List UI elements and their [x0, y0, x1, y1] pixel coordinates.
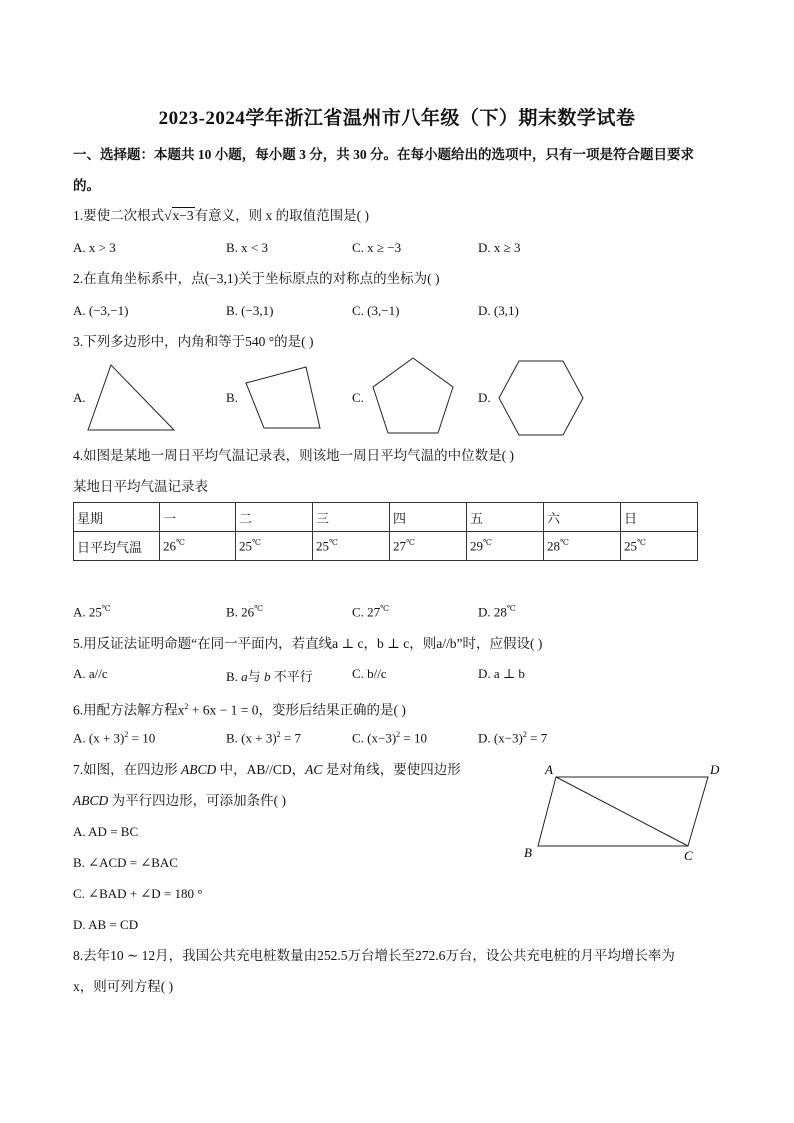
question-5-stem: 5.用反证法证明命题“在同一平面内，若直线a ⊥ c，b ⊥ c，则a//b”时，应假设( ) [73, 636, 543, 651]
temp-cell: 29℃ [467, 532, 544, 561]
radical-sign: √ [164, 208, 172, 223]
vertex-label-b: B [524, 845, 532, 860]
question-3-stem: 3.下列多边形中，内角和等于540 °的是( ) [73, 334, 314, 349]
vertex-label-d: D [710, 762, 720, 777]
q5-option-d[interactable]: D. a ⊥ b [478, 666, 525, 681]
q4-option-b[interactable]: B. 26℃ [226, 604, 264, 620]
temp-cell: 28℃ [544, 532, 621, 561]
question-8-stem-line2: x，则可列方程( ) [73, 979, 174, 994]
table-header-cell: 五 [467, 503, 544, 532]
temp-cell: 25℃ [236, 532, 313, 561]
q3-option-d-label[interactable]: D. [478, 390, 491, 405]
q7-option-c[interactable]: C. ∠BAD + ∠D = 180 ° [73, 886, 203, 901]
q6-option-a[interactable]: A. $(x + 3)^2 = 10$ [73, 730, 156, 746]
table-header-cell: 三 [313, 503, 390, 532]
q3-option-b-label[interactable]: B. [226, 390, 238, 405]
q7-option-a[interactable]: A. AD = BC [73, 824, 139, 839]
temp-cell: 26℃ [160, 532, 236, 561]
q1-option-d[interactable]: D. x ≥ 3 [478, 240, 521, 255]
q5-option-c[interactable]: C. b//c [352, 666, 387, 681]
section-heading-line1: 一、选择题：本题共 10 小题，每小题 3 分，共 30 分。在每小题给出的选项中，只有一项是符合题目要求 [73, 147, 694, 162]
row-label: 日平均气温 [74, 532, 160, 561]
question-7-stem-line1: 7.如图，在四边形 ABCD 中，AB//CD，AC 是对角线，要使四边形 [73, 762, 461, 777]
table-header-cell: 星期 [74, 503, 160, 532]
table-header-cell: 一 [160, 503, 236, 532]
q4-option-d[interactable]: D. 28℃ [478, 604, 516, 620]
temp-cell: 25℃ [621, 532, 698, 561]
question-7-stem-line2: ABCD 为平行四边形，可添加条件( ) [73, 793, 286, 808]
question-4-stem: 4.如图是某地一周日平均气温记录表，则该地一周日平均气温的中位数是( ) [73, 448, 514, 463]
q7-option-b[interactable]: B. ∠ACD = ∠BAC [73, 855, 178, 870]
table-header-cell: 日 [621, 503, 698, 532]
table-caption: 某地日平均气温记录表 [73, 479, 208, 494]
q2-option-c[interactable]: C. (3,−1) [352, 303, 400, 318]
temp-cell: 25℃ [313, 532, 390, 561]
q2-option-a[interactable]: A. (−3,−1) [73, 303, 129, 318]
q3-option-a-label[interactable]: A. [73, 390, 86, 405]
q7-option-d[interactable]: D. AB = CD [73, 917, 139, 932]
q2-option-d[interactable]: D. (3,1) [478, 303, 519, 318]
temp-cell: 27℃ [390, 532, 467, 561]
question-8-stem-line1: 8.去年10 ∼ 12月，我国公共充电桩数量由252.5万台增长至272.6万台，设公共充电桩的月平均增长率为 [73, 948, 675, 963]
table-header-cell: 四 [390, 503, 467, 532]
q4-option-c[interactable]: C. 27℃ [352, 604, 390, 620]
q2-option-b[interactable]: B. (−3,1) [226, 303, 274, 318]
table-header-cell: 六 [544, 503, 621, 532]
q5-option-b[interactable]: B. a与 b 不平行 [226, 669, 313, 684]
vertex-label-c: C [684, 848, 693, 863]
question-2-stem: 2.在直角坐标系中，点(−3,1)关于坐标原点的对称点的坐标为( ) [73, 271, 440, 286]
page-title: 2023-2024学年浙江省温州市八年级（下）期末数学试卷 [158, 108, 636, 129]
section-heading-line2: 的。 [73, 178, 100, 193]
q1-option-c[interactable]: C. x ≥ −3 [352, 240, 402, 255]
diagonal-ac [556, 777, 688, 846]
q3-option-c-label[interactable]: C. [352, 390, 364, 405]
q5-option-a[interactable]: A. a//c [73, 666, 108, 681]
question-6-stem: 6.用配方法解方程$x^2 + 6x - 1 = 0$，变形后结果正确的是( ) [73, 702, 406, 718]
table-header-cell: 二 [236, 503, 313, 532]
q6-option-d[interactable]: D. $(x-3)^2 = 7$ [478, 730, 548, 746]
q1-option-b[interactable]: B. x < 3 [226, 240, 269, 255]
q4-option-a[interactable]: A. 25℃ [73, 604, 111, 620]
q6-option-c[interactable]: C. $(x-3)^2 = 10$ [352, 730, 428, 746]
radicand: x−3 [172, 208, 194, 223]
vertex-label-a: A [545, 762, 553, 777]
q1-option-a[interactable]: A. x > 3 [73, 240, 116, 255]
question-1-stem: 1.要使二次根式√x−3有意义，则 x 的取值范围是( ) [73, 208, 370, 223]
q6-option-b[interactable]: B. $(x + 3)^2 = 7$ [226, 730, 302, 746]
